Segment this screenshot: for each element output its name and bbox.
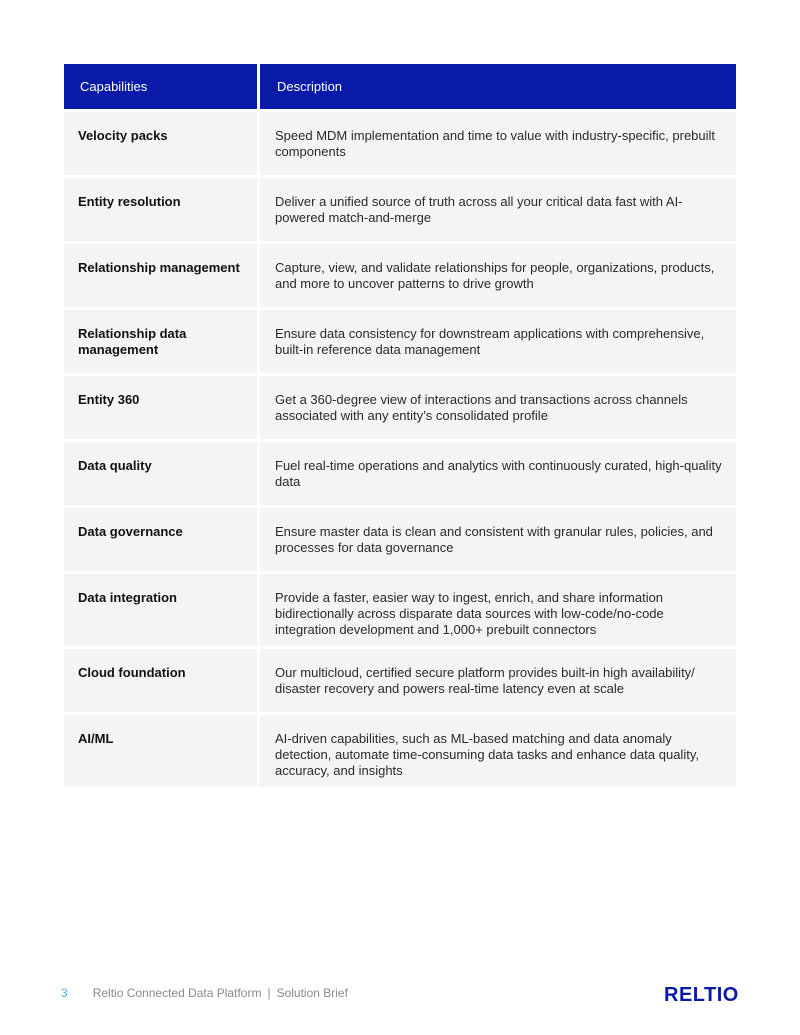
- table-row: [64, 442, 736, 505]
- description-cell: Ensure data consistency for downstream applications with comprehensive, built-in reference data management: [260, 310, 736, 373]
- table-row: [64, 715, 736, 787]
- page-footer: [61, 986, 348, 1000]
- table-row: [64, 508, 736, 571]
- column-header-description: Description: [277, 79, 343, 94]
- capability-cell: Relationship data management: [64, 310, 257, 373]
- capability-cell: Data quality: [64, 442, 257, 505]
- document-type: Solution Brief: [276, 986, 348, 1000]
- table-row: [64, 574, 736, 646]
- footer-separator: |: [267, 986, 271, 1000]
- table-row: [64, 178, 736, 241]
- capability-cell: Entity 360: [64, 376, 257, 439]
- table-header: [64, 64, 736, 109]
- page-number: 3: [61, 986, 68, 1000]
- description-cell: Fuel real-time operations and analytics with continuously curated, high-quality data: [260, 442, 736, 505]
- description-cell: AI-driven capabilities, such as ML-based matching and data anomaly detection, automate time-consuming data tasks and enhance data quality, accuracy, and insights: [260, 715, 736, 787]
- description-cell: Speed MDM implementation and time to value with industry-specific, prebuilt components: [260, 112, 736, 175]
- table-row: [64, 112, 736, 175]
- description-cell: Capture, view, and validate relationships for people, organizations, products, and more to uncover patterns to drive growth: [260, 244, 736, 307]
- capability-cell: Data governance: [64, 508, 257, 571]
- column-header-capabilities: Capabilities: [80, 79, 148, 94]
- description-cell: Our multicloud, certified secure platform provides built-in high availability/ disaster recovery and powers real-time latency even at scale: [260, 649, 736, 712]
- table-row: [64, 244, 736, 307]
- description-cell: Provide a faster, easier way to ingest, enrich, and share information bidirectionally across disparate data sources with low-code/no-code integration development and 1,000+ prebuilt connectors: [260, 574, 736, 646]
- capability-cell: Cloud foundation: [64, 649, 257, 712]
- document-title: Reltio Connected Data Platform: [92, 986, 262, 1000]
- capabilities-table: [64, 64, 736, 787]
- reltio-logo: RELTIO: [664, 984, 739, 1006]
- capability-cell: Relationship management: [64, 244, 257, 307]
- description-cell: Get a 360-degree view of interactions and transactions across channels associated with any entity’s consolidated profile: [260, 376, 736, 439]
- table-row: [64, 649, 736, 712]
- description-cell: Deliver a unified source of truth across all your critical data fast with AI-powered match-and-merge: [260, 178, 736, 241]
- capability-cell: AI/ML: [64, 715, 257, 787]
- capability-cell: Data integration: [64, 574, 257, 646]
- table-row: [64, 310, 736, 373]
- table-row: [64, 376, 736, 439]
- capability-cell: Entity resolution: [64, 178, 257, 241]
- description-cell: Ensure master data is clean and consistent with granular rules, policies, and processes for data governance: [260, 508, 736, 571]
- capability-cell: Velocity packs: [64, 112, 257, 175]
